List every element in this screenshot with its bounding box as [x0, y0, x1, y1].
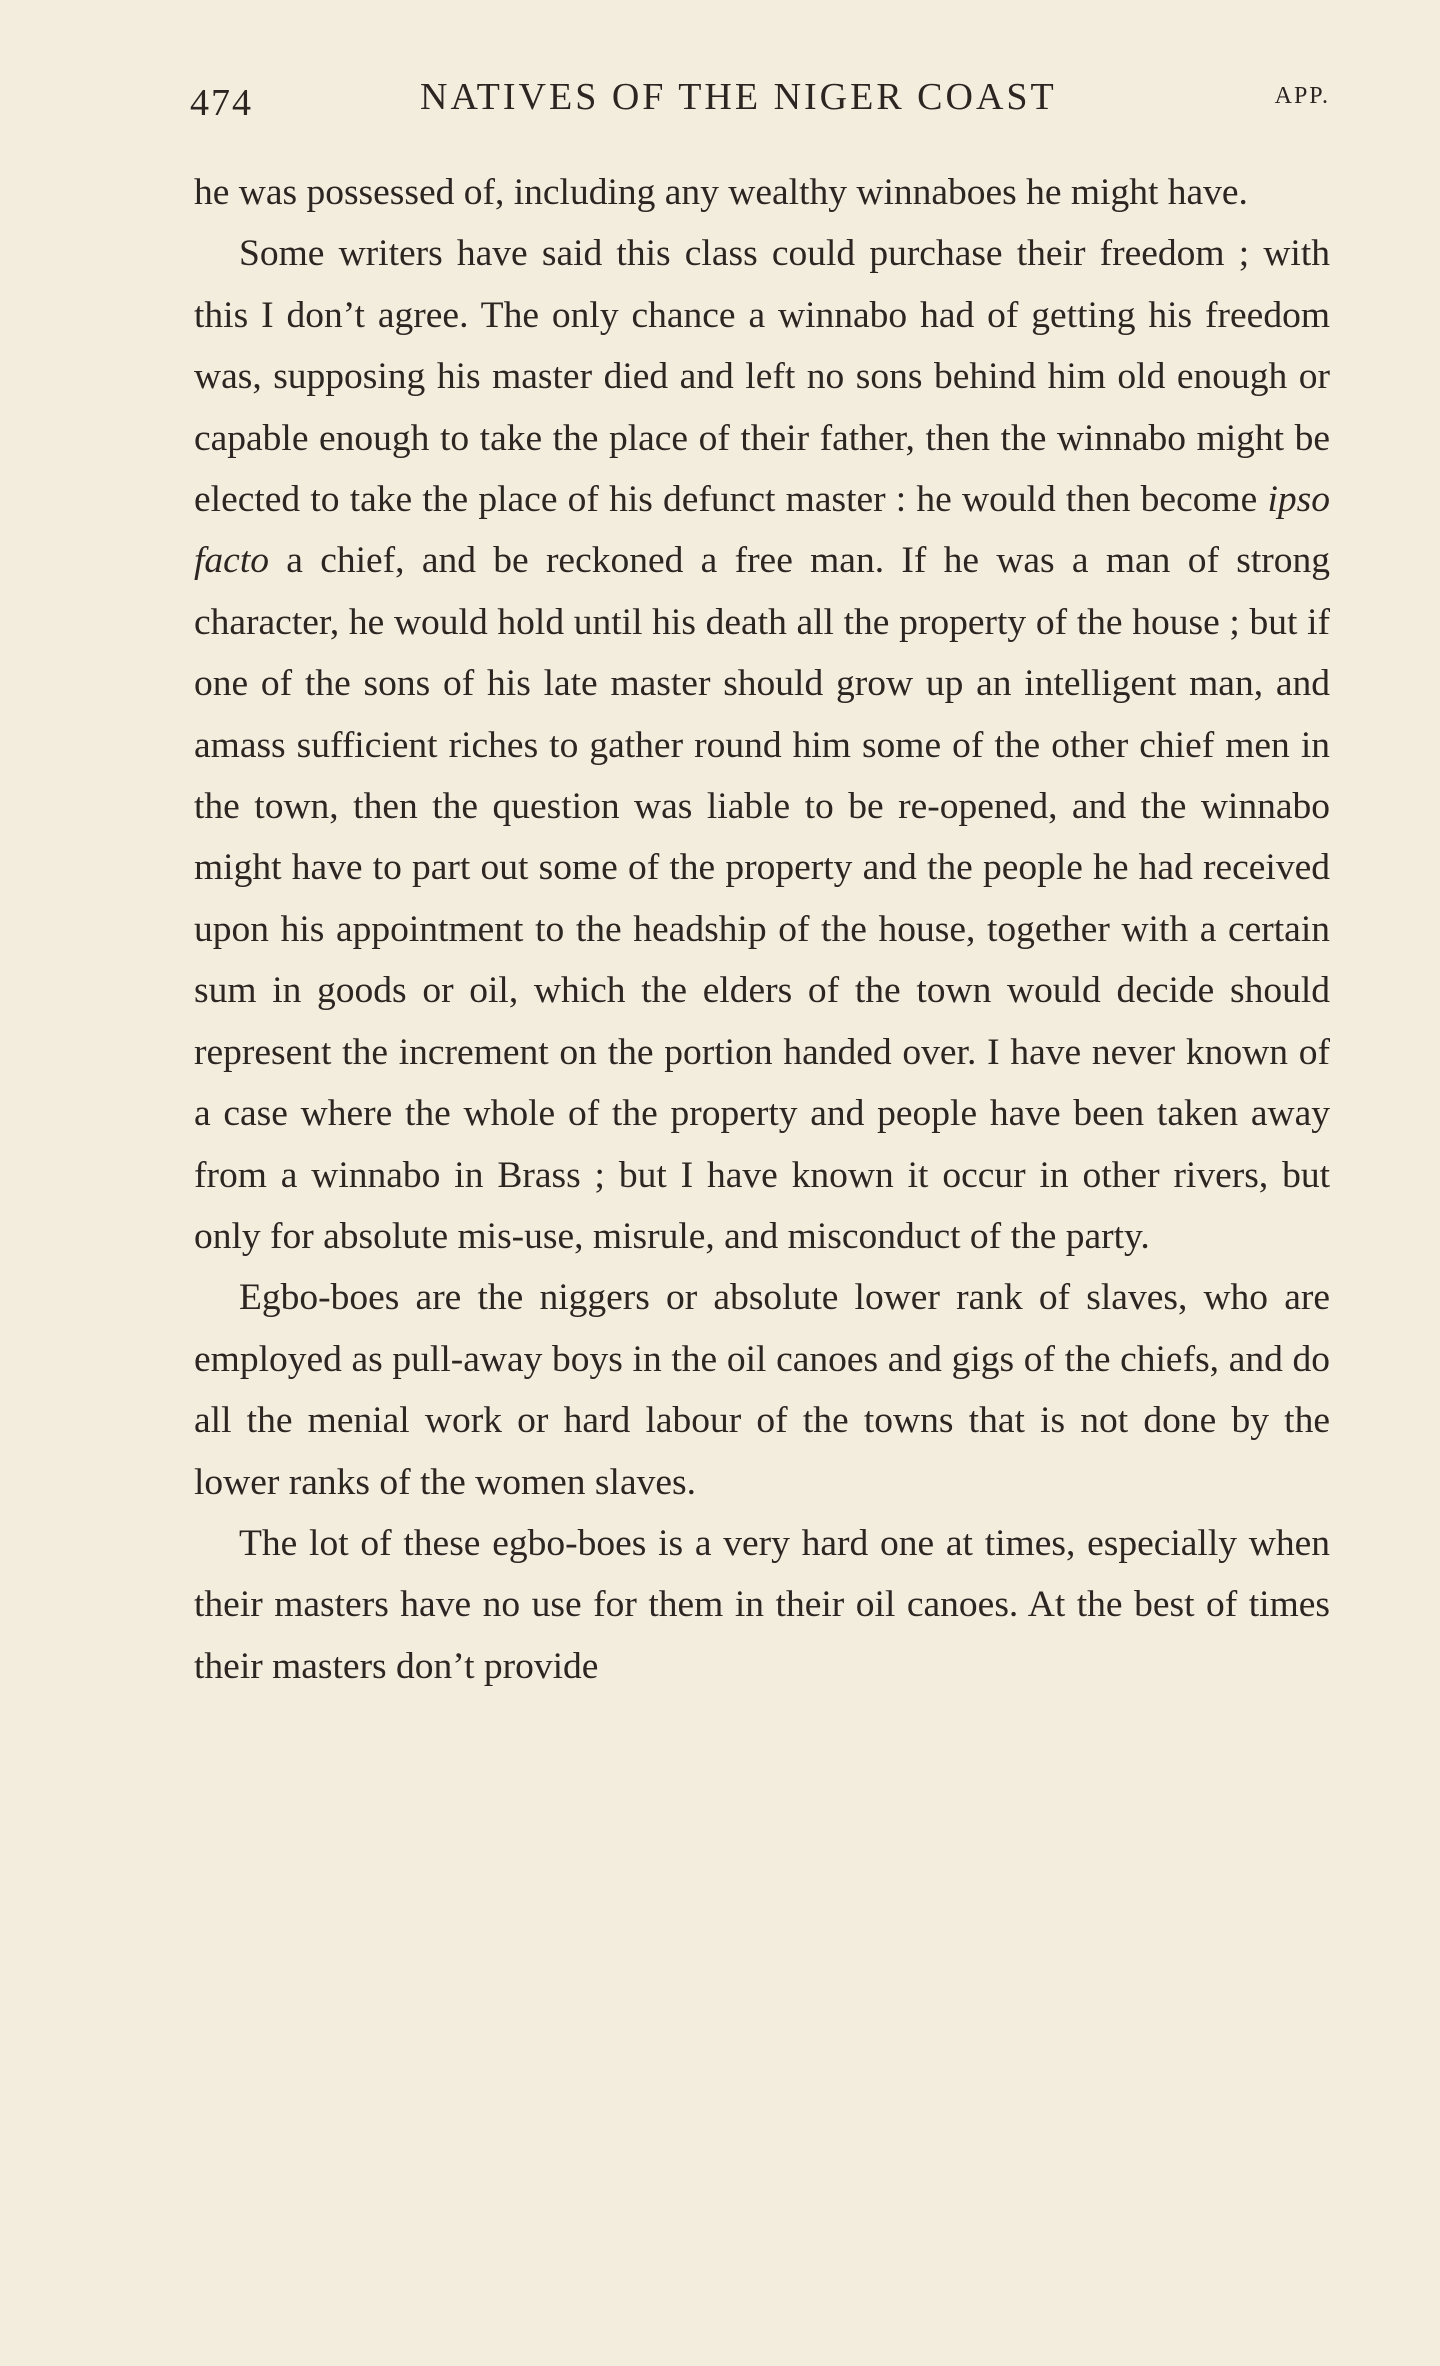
- paragraph-text-before: Some writers have said this class could purchase their freedom ; with this I don’t agree. The only chance a winnabo had of getting his freedom was, supposing his master died and left no sons behind him old enough or capable enough to take the place of their father, then the winnabo might be elected to take the place of his defunct master : he would then become: [194, 233, 1330, 521]
- italic-phrase: ipso facto: [194, 479, 1330, 582]
- page-number: 474: [190, 82, 253, 124]
- paragraph-egbo-boes-lot: The lot of these egbo-boes is a very hard one at times, especially when their masters have no use for them in their oil canoes. At the best of times their masters don’t provide: [194, 1522, 1330, 1687]
- paragraph-egbo-boes: Egbo-boes are the niggers or absolute lower rank of slaves, who are employed as pull-away boys in the oil canoes and gigs of the chiefs, and do all the menial work or hard labour of the towns that is not done by the lower ranks of the women slaves.: [194, 1277, 1330, 1503]
- running-head-section: APP.: [1274, 83, 1330, 109]
- running-head-title: NATIVES OF THE NIGER COAST: [420, 76, 1057, 118]
- body-text: [194, 162, 1330, 1697]
- paragraph-winnabo-freedom: [194, 223, 1330, 1267]
- running-head: [190, 75, 1330, 135]
- paragraph-text-after: a chief, and be reckoned a free man. If he was a man of strong character, he would hold until his death all the property of the house ; but if one of the sons of his late master should grow up an intelligent man, and amass sufficient riches to gather round him some of the other chief men in the town, then the question was liable to be re-opened, and the winnabo might have to part out some of the property and the people he had received upon his appointment to the headship of the house, together with a certain sum in goods or oil, which the elders of the town would decide should represent the increment on the portion handed over. I have never known of a case where the whole of the property and people have been taken away from a winnabo in Brass ; but I have known it occur in other rivers, but only for absolute mis-use, misrule, and misconduct of the party.: [194, 540, 1330, 1257]
- paragraph-continuation: he was possessed of, including any wealthy winnaboes he might have.: [194, 172, 1248, 213]
